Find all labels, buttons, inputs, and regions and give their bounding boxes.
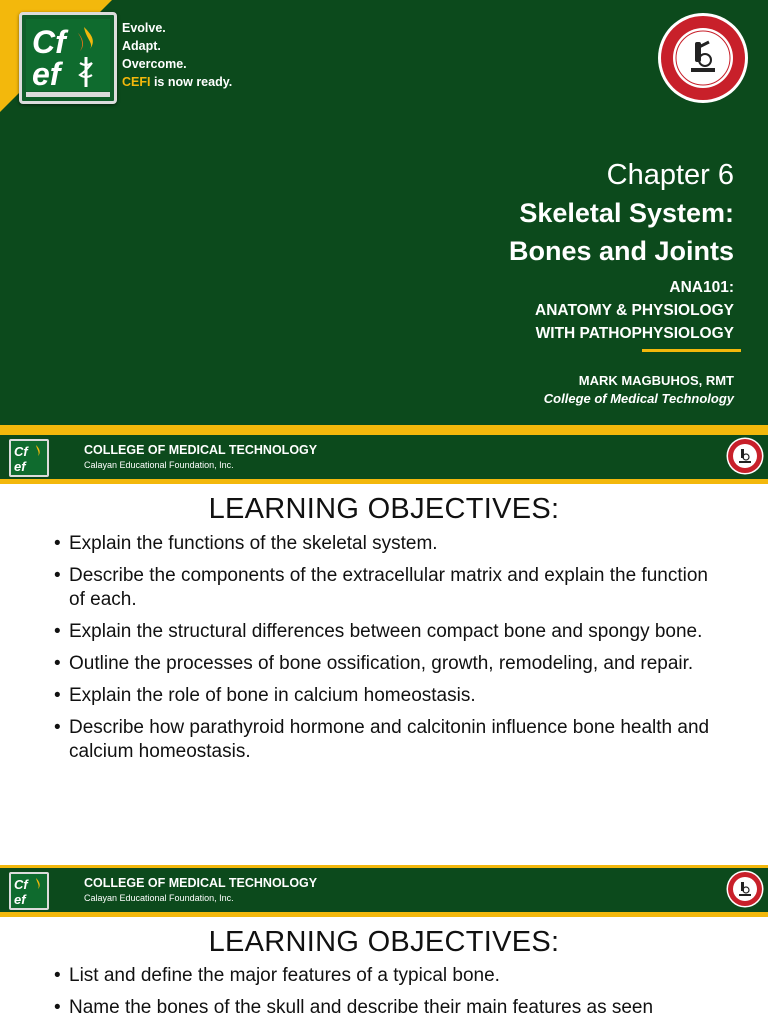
slide-header-bar bbox=[0, 432, 768, 484]
chapter-label: Chapter 6 bbox=[606, 159, 734, 191]
foundation-seal-icon bbox=[726, 437, 764, 475]
cefi-logo-icon bbox=[9, 872, 49, 910]
list-item: • Explain the functions of the skeletal system. bbox=[54, 532, 714, 556]
course-name-line-2: WITH PATHOPHYSIOLOGY bbox=[535, 325, 734, 342]
slide-title: LEARNING OBJECTIVES: bbox=[208, 926, 560, 958]
svg-text:Cf: Cf bbox=[14, 444, 28, 459]
list-item: • Explain the role of bone in calcium homeostasis. bbox=[54, 684, 714, 708]
slide-header-bar bbox=[0, 865, 768, 917]
svg-text:Cf: Cf bbox=[32, 24, 66, 60]
tagline-line: Evolve. bbox=[122, 21, 166, 35]
cefi-logo-icon bbox=[19, 12, 117, 104]
list-item: • List and define the major features of a typical bone. bbox=[54, 964, 714, 988]
course-name-line-1: ANATOMY & PHYSIOLOGY bbox=[535, 302, 734, 319]
foundation-seal-icon bbox=[726, 870, 764, 908]
objectives-list bbox=[54, 964, 714, 1028]
list-item: • Outline the processes of bone ossification, growth, remodeling, and repair. bbox=[54, 652, 714, 676]
tagline-accent: CEFI bbox=[122, 75, 151, 89]
author-name: MARK MAGBUHOS, RMT bbox=[578, 373, 734, 388]
svg-text:ef: ef bbox=[14, 459, 26, 474]
svg-text:Cf: Cf bbox=[14, 877, 28, 892]
course-info bbox=[509, 276, 734, 345]
college-name: COLLEGE OF MEDICAL TECHNOLOGY bbox=[84, 443, 318, 457]
list-item: • Name the bones of the skull and describe their main features as seen bbox=[54, 996, 714, 1020]
course-code: ANA101: bbox=[669, 279, 734, 296]
list-item: • Describe the components of the extracellular matrix and explain the function of each. bbox=[54, 564, 714, 612]
slide-title: LEARNING OBJECTIVES: bbox=[208, 493, 560, 525]
gold-band bbox=[0, 425, 768, 432]
tagline-line: Overcome. bbox=[122, 57, 187, 71]
svg-text:ef: ef bbox=[14, 892, 26, 907]
title-slide bbox=[0, 0, 768, 432]
gold-divider bbox=[642, 349, 741, 352]
author-block bbox=[544, 372, 734, 408]
tagline bbox=[122, 19, 232, 91]
list-item: • Describe how parathyroid hormone and calcitonin influence bone health and calcium homeostasis. bbox=[54, 716, 714, 764]
tagline-line bbox=[122, 73, 232, 91]
svg-text:ef: ef bbox=[32, 56, 61, 92]
objectives-list bbox=[54, 532, 714, 772]
title-block bbox=[509, 156, 734, 345]
foundation-name: Calayan Educational Foundation, Inc. bbox=[84, 460, 234, 470]
author-department: College of Medical Technology bbox=[543, 391, 734, 406]
title-line-1: Skeletal System: bbox=[519, 198, 734, 228]
tagline-rest: is now ready. bbox=[150, 75, 233, 89]
college-name: COLLEGE OF MEDICAL TECHNOLOGY bbox=[84, 876, 318, 890]
list-item: • Explain the structural differences between compact bone and spongy bone. bbox=[54, 620, 714, 644]
cefi-logo-icon bbox=[9, 439, 49, 477]
tagline-line: Adapt. bbox=[122, 39, 161, 53]
foundation-seal-icon bbox=[657, 12, 749, 104]
title-line-2: Bones and Joints bbox=[508, 236, 734, 266]
foundation-name: Calayan Educational Foundation, Inc. bbox=[84, 893, 234, 903]
